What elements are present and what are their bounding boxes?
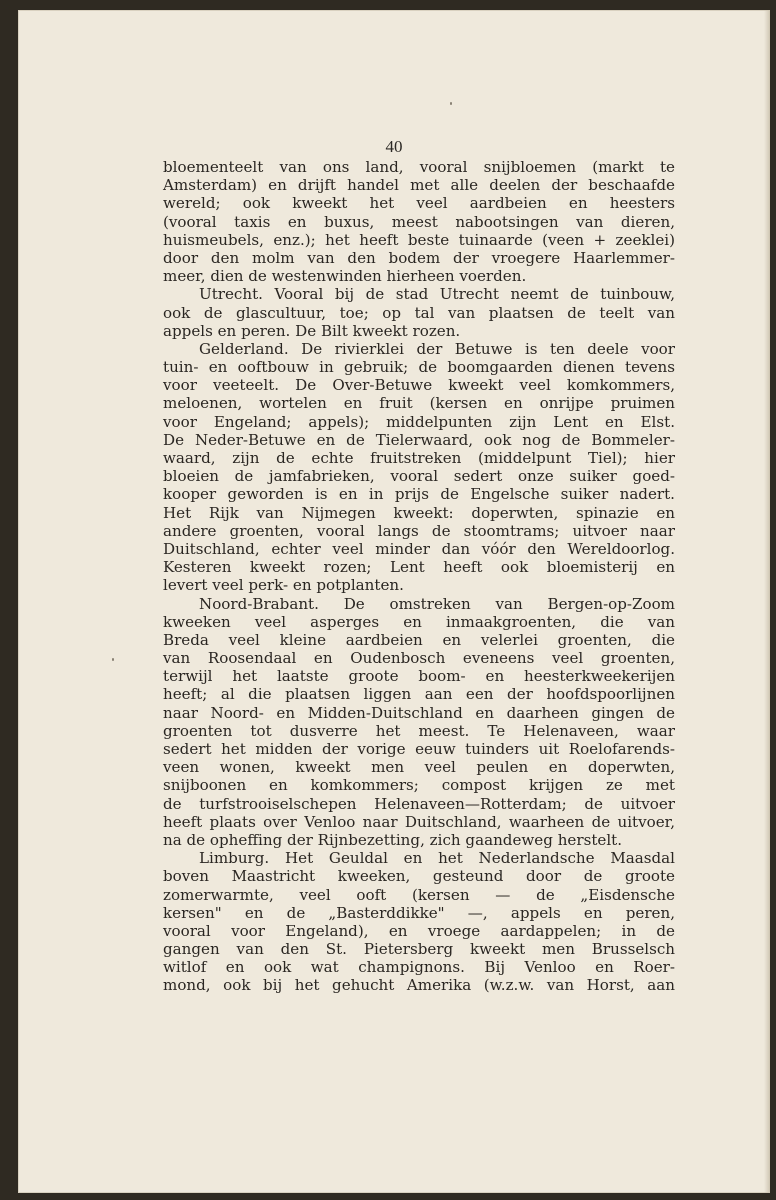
- text-line: snijboonen en komkommers; compost krijgen ze met: [163, 776, 675, 795]
- text-line: bloementeelt van ons land, vooral snijbloemen (markt te: [163, 158, 675, 176]
- text-line: meer, dien de westenwinden hierheen voerden.: [163, 267, 527, 286]
- text-line: heeft plaats over Venloo naar Duitschland, waarheen de uitvoer,: [163, 812, 675, 831]
- text-line: vooral voor Engeland), en vroege aardappelen; in de: [163, 921, 675, 940]
- text-line: Noord-Brabant. De omstreken van Bergen-op-Zoom: [199, 594, 675, 613]
- text-line: tuin- en ooftbouw in gebruik; de boomgaarden dienen tevens: [163, 358, 675, 377]
- text-line: mond, ook bij het gehucht Amerika (w.z.w. van Horst, aan: [163, 976, 675, 995]
- page-number: 40: [385, 137, 403, 156]
- text-line: kersen" en de „Basterddikke" —, appels en peren,: [163, 903, 675, 922]
- text-line: naar Noord- en Midden-Duitschland en daarheen gingen de: [163, 703, 675, 722]
- text-line: Amsterdam) en drijft handel met alle deelen der beschaafde: [163, 176, 675, 195]
- text-line: Limburg. Het Geuldal en het Nederlandsche Maasdal: [199, 849, 675, 868]
- text-line: levert veel perk- en potplanten.: [163, 576, 404, 595]
- text-line: meloenen, wortelen en fruit (kersen en onrijpe pruimen: [163, 394, 675, 413]
- text-line: andere groenten, vooral langs de stoomtrams; uitvoer naar: [163, 521, 675, 540]
- text-line: zomerwarmte, veel ooft (kersen — de „Eisdensche: [163, 885, 675, 904]
- text-line: Gelderland. De rivierklei der Betuwe is ten deele voor: [199, 339, 675, 358]
- text-line: Het Rijk van Nijmegen kweekt: doperwten, spinazie en: [163, 503, 675, 522]
- text-line: door den molm van den bodem der vroegere Haarlemmer-: [163, 248, 675, 267]
- text-line: huismeubels, enz.); het heeft beste tuinaarde (veen + zeeklei): [163, 230, 675, 249]
- page-edge-shadow: [764, 10, 770, 1193]
- text-line: veen wonen, kweekt men veel peulen en doperwten,: [163, 758, 675, 777]
- text-line: gangen van den St. Pietersberg kweekt men Brusselsch: [163, 940, 675, 959]
- paper-speck: [112, 658, 114, 661]
- text-line: witlof en ook wat champignons. Bij Venloo en Roer-: [163, 958, 675, 977]
- text-line: boven Maastricht kweeken, gesteund door de groote: [163, 867, 675, 886]
- paper-speck: [450, 102, 452, 105]
- text-line: sedert het midden der vorige eeuw tuinders uit Roelofarends-: [163, 740, 675, 758]
- text-line: ook de glascultuur, toe; op tal van plaatsen de teelt van: [163, 303, 675, 322]
- text-line: De Neder-Betuwe en de Tielerwaard, ook nog de Bommeler-: [163, 430, 675, 449]
- text-line: bloeien de jamfabrieken, vooral sedert onze suiker goed-: [163, 467, 675, 486]
- text-line: kooper geworden is en in prijs de Engelsche suiker nadert.: [163, 485, 675, 504]
- text-line: groenten tot dusverre het meest. Te Helenaveen, waar: [163, 721, 675, 740]
- text-line: wereld; ook kweekt het veel aardbeien en heesters: [163, 194, 675, 213]
- text-line: na de opheffing der Rijnbezetting, zich gaandeweg herstelt.: [163, 830, 623, 849]
- text-line: van Roosendaal en Oudenbosch eveneens veel groenten,: [163, 649, 675, 668]
- text-line: (vooral taxis en buxus, meest nabootsingen van dieren,: [163, 212, 675, 231]
- body-text: [163, 158, 675, 995]
- text-line: heeft; al die plaatsen liggen aan een der hoofdspoorlijnen: [163, 685, 675, 704]
- text-line: de turfstrooiselschepen Helenaveen—Rotterdam; de uitvoer: [163, 794, 675, 813]
- text-line: Breda veel kleine aardbeien en velerlei groenten, die: [163, 630, 675, 649]
- text-line: terwijl het laatste groote boom- en heesterkweekerijen: [163, 667, 675, 686]
- text-line: Duitschland, echter veel minder dan vóór den Wereldoorlog.: [163, 539, 675, 558]
- text-line: appels en peren. De Bilt kweekt rozen.: [163, 321, 461, 340]
- text-line: Kesteren kweekt rozen; Lent heeft ook bloemisterij en: [163, 558, 675, 577]
- text-line: waard, zijn de echte fruitstreken (middelpunt Tiel); hier: [163, 449, 675, 467]
- text-line: voor Engeland; appels); middelpunten zijn Lent en Elst.: [163, 412, 675, 431]
- text-line: kweeken veel asperges en inmaakgroenten, die van: [163, 612, 675, 631]
- text-line: Utrecht. Vooral bij de stad Utrecht neemt de tuinbouw,: [199, 285, 675, 304]
- text-line: voor veeteelt. De Over-Betuwe kweekt veel komkommers,: [163, 376, 675, 395]
